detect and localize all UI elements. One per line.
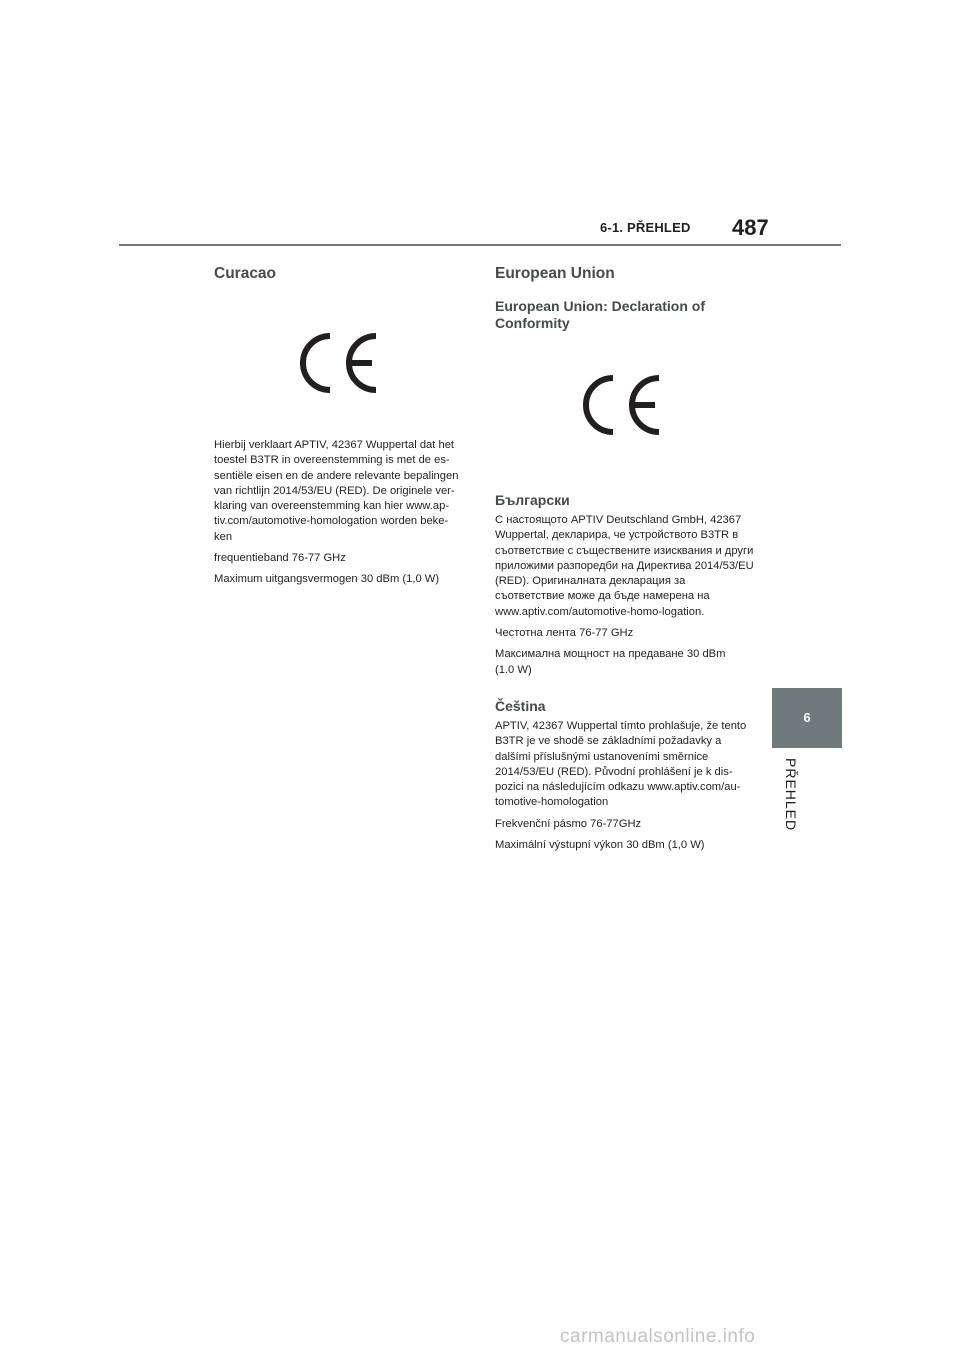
curacao-power: Maximum uitgangsvermogen 30 dBm (1,0 W) [214, 573, 440, 586]
bulgarian-power: Максимална мощност на предаване 30 dBm (1.0 W) [495, 648, 726, 676]
ce-mark-icon [577, 374, 663, 436]
curacao-heading: Curacao [214, 265, 277, 282]
eu-subheading: European Union: Declaration of Conformity [495, 298, 706, 331]
curacao-frequency: frequentieband 76-77 GHz [214, 552, 346, 565]
czech-declaration: APTIV, 42367 Wuppertal tímto prohlašuje, že tento B3TR je ve shodě se základními požadavky a dalšími příslušnými ustanoveními směrnice 2014/53/EU (RED). Původní prohlášení je k dis-pozici na následujícím odkazu www.aptiv.com/au-tomotive-homologation [495, 719, 747, 809]
czech-heading: Čeština [495, 697, 546, 714]
eu-heading: European Union [495, 265, 615, 282]
chapter-label: PŘEHLED [783, 758, 799, 832]
czech-frequency: Frekvenční pásmo 76-77GHz [495, 817, 642, 830]
bulgarian-frequency: Честотна лента 76-77 GHz [495, 627, 634, 640]
watermark: carmanualsonline.info [560, 1326, 756, 1347]
czech-power: Maximální výstupní výkon 30 dBm (1,0 W) [495, 839, 705, 852]
curacao-declaration: Hierbij verklaart APTIV, 42367 Wuppertal dat het toestel B3TR in overeenstemming is met de es-sentiële eisen en de andere relevante bepalingen van richtlijn 2014/53/EU (RED). De originele ver-klaring van overeenstemming kan hier www.ap-tiv.com/automotive-homologation worden beke-ken [214, 439, 459, 543]
bulgarian-declaration: С настоящото APTIV Deutschland GmbH, 42367 Wuppertal, декларира, че устройството B3TR в съответствие с съществените изисквания и други приложими разпоредби на Директива 2014/53/EU (RED). Оригиналната декларация за съответствие може да бъде намерена на www.aptiv.com/automotive-homo-logation. [495, 514, 754, 618]
right-column [495, 262, 757, 853]
header-rule [119, 244, 841, 246]
bulgarian-heading: Български [495, 492, 570, 508]
section-title: 6-1. PŘEHLED [600, 220, 691, 235]
chapter-number: 6 [803, 710, 811, 725]
page-number: 487 [732, 215, 769, 240]
ce-mark-icon [294, 332, 380, 394]
left-column [214, 262, 466, 588]
chapter-tab [772, 688, 842, 748]
